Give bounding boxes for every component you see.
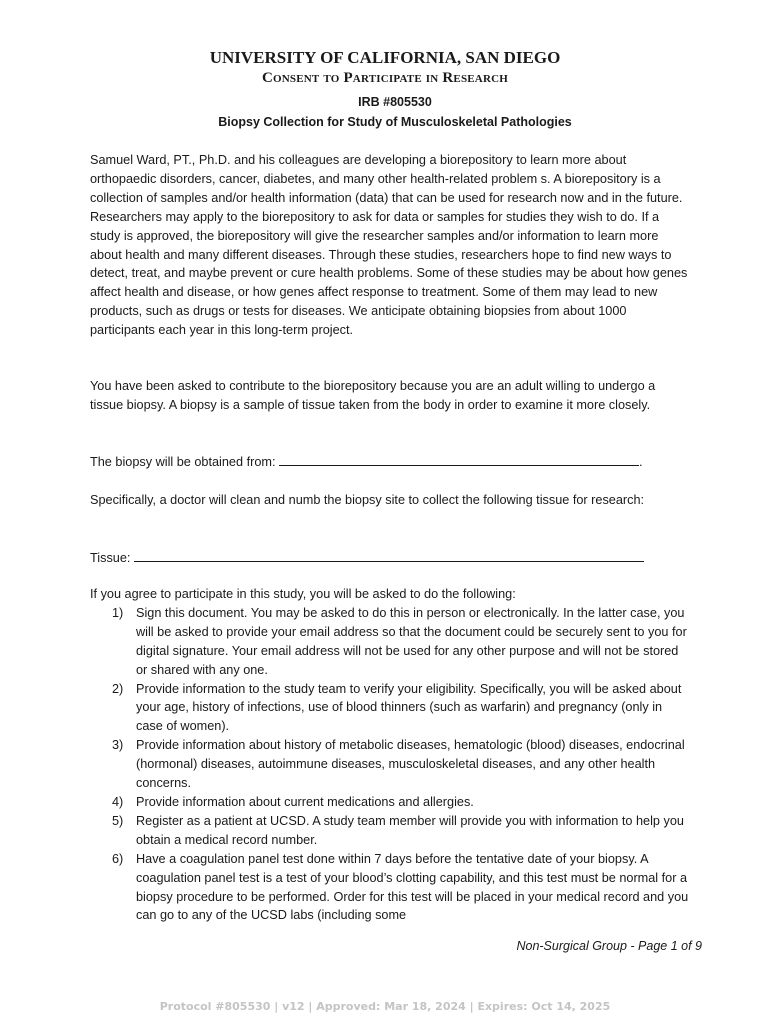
tissue-line xyxy=(90,549,690,568)
biopsy-site-end: . xyxy=(639,455,643,469)
step-text: Provide information to the study team to verify your eligibility. Specifically, you will be asked about your age, history of infections, use of blood thinners (such as warfarin) and pregnancy (only in case of women). xyxy=(136,681,682,734)
step-text: Have a coagulation panel test done within 7 days before the tentative date of your biopsy. A coagulation panel test is a test of your blood’s clotting capability, and this test must be normal for a biopsy procedure to be performed. Order for this test will be placed in your medical record and you can go to any of the UCSD labs (including some xyxy=(136,851,689,923)
study-title: Biopsy Collection for Study of Musculoskeletal Pathologies xyxy=(218,115,572,129)
step-number: 2) xyxy=(112,681,124,696)
specifically-paragraph: Specifically, a doctor will clean and numb the biopsy site to collect the following tissue for research: xyxy=(90,493,645,507)
page-number-footer: Non-Surgical Group - Page 1 of 9 xyxy=(516,939,702,953)
irb-number: IRB #805530 xyxy=(358,95,432,109)
biopsy-site-blank[interactable] xyxy=(279,453,639,466)
step-number: 6) xyxy=(112,851,124,866)
protocol-watermark: Protocol #805530 | v12 | Approved: Mar 18, 2024 | Expires: Oct 14, 2025 xyxy=(159,1000,611,1013)
list-item xyxy=(90,680,690,737)
step-number: 4) xyxy=(112,794,124,809)
biopsy-site-label: The biopsy will be obtained from: xyxy=(90,455,276,469)
procedure-steps xyxy=(90,604,690,925)
intro-paragraph: Samuel Ward, PT., Ph.D. and his colleagues are developing a biorepository to learn more about orthopaedic disorders, cancer, diabetes, and many other health-related problem s. A biorepository is a collection of samples and/or health information (data) that can be used for research now and in the future. Researchers may apply to the biorepository to ask for data or samples for studies they wish to do. If a study is approved, the biorepository will give the researcher samples and/or information to learn more about health and many different diseases. Through these studies, researchers hope to find new ways to detect, treat, and maybe prevent or cure health problems. Some of these studies may be about how genes affect health and disease, or how genes affect response to treatment. Some of them may lead to new products, such as drugs or tests for diseases. We anticipate obtaining biopsies from about 1000 participants each year in this long-term project. xyxy=(90,153,688,338)
asked-paragraph: You have been asked to contribute to the biorepository because you are an adult willing to undergo a tissue biopsy. A biopsy is a sample of tissue taken from the body in order to examine it more closely. xyxy=(90,379,656,412)
step-number: 1) xyxy=(112,605,124,620)
list-item xyxy=(90,812,690,850)
step-number: 5) xyxy=(112,813,124,828)
step-text: Register as a patient at UCSD. A study team member will provide you with information to help you obtain a medical record number. xyxy=(136,813,684,847)
list-item xyxy=(90,850,690,926)
biopsy-site-line xyxy=(90,453,690,472)
step-number: 3) xyxy=(112,738,124,753)
step-text: Provide information about history of metabolic diseases, hematologic (blood) diseases, endocrinal (hormonal) diseases, autoimmune diseases, musculoskeletal diseases, and any other health concerns. xyxy=(136,738,685,791)
list-item xyxy=(90,793,690,812)
list-item xyxy=(90,604,690,680)
procedure-intro: If you agree to participate in this study, you will be asked to do the following: xyxy=(90,587,516,601)
list-item xyxy=(90,736,690,793)
university-title: UNIVERSITY OF CALIFORNIA, SAN DIEGO xyxy=(209,48,561,67)
step-text: Sign this document. You may be asked to do this in person or electronically. In the latter case, you will be asked to provide your email address so that the document could be securely sent to you for digital signature. Your email address will not be used for any other purpose and will not be stored or shared with any one. xyxy=(136,605,687,677)
tissue-blank[interactable] xyxy=(134,549,644,562)
consent-title: Consent to Participate in Research xyxy=(261,70,508,86)
procedure-section xyxy=(90,585,690,925)
step-text: Provide information about current medications and allergies. xyxy=(136,794,474,809)
tissue-label: Tissue: xyxy=(90,551,131,565)
